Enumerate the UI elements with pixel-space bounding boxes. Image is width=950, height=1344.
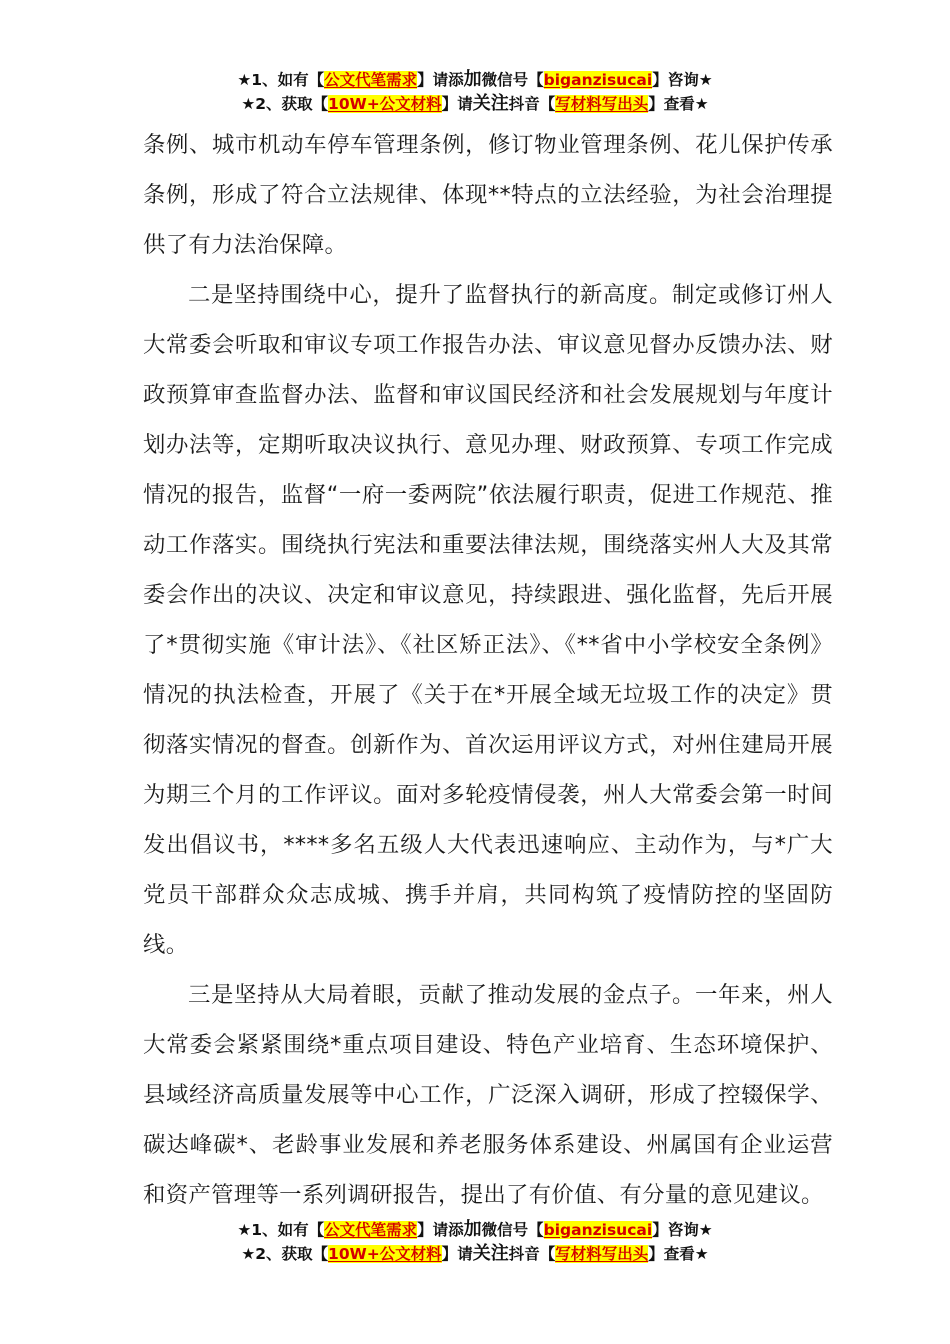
banner-text: 】请添 bbox=[417, 71, 464, 89]
banner-highlight: 公文代笔需求 bbox=[324, 71, 418, 89]
banner-emphasis: 加 bbox=[463, 1219, 482, 1240]
banner-line-1 bbox=[0, 68, 950, 92]
banner-text: 】查看★ bbox=[648, 1245, 709, 1263]
banner-text: 】咨询★ bbox=[652, 1221, 713, 1239]
banner-emphasis: 加 bbox=[463, 69, 482, 90]
banner-text: 】请 bbox=[441, 1245, 473, 1263]
banner-text: 】查看★ bbox=[648, 95, 709, 113]
banner-text: 】咨询★ bbox=[652, 71, 713, 89]
paragraph: 三是坚持从大局着眼，贡献了推动发展的金点子。一年来，州人大常委会紧紧围绕*重点项目建设、特色产业培育、生态环境保护、县域经济高质量发展等中心工作，广泛深入调研，形成了控辍保学、碳达峰碳*、老龄事业发展和养老服务体系建设、州属国有企业运营和资产管理等一系列调研报告，提出了有价值、有分量的意见建议。 bbox=[143, 982, 833, 1208]
banner-text: ★2、获取【 bbox=[241, 1245, 329, 1263]
banner-text: ★1、如有【 bbox=[237, 1221, 325, 1239]
banner-text: 抖音【 bbox=[508, 95, 556, 113]
paragraph: 条例、城市机动车停车管理条例，修订物业管理条例、花儿保护传承条例，形成了符合立法规律、体现**特点的立法经验，为社会治理提供了有力法治保障。 bbox=[143, 132, 833, 258]
banner-line-2 bbox=[0, 92, 950, 116]
header-banner bbox=[0, 68, 950, 116]
banner-highlight: 10W+公文材料 bbox=[328, 1245, 442, 1263]
banner-highlight: 写材料写出头 bbox=[555, 95, 649, 113]
banner-text: 微信号【 bbox=[481, 71, 544, 89]
banner-text: 】请添 bbox=[417, 1221, 464, 1239]
banner-text: ★1、如有【 bbox=[237, 71, 325, 89]
footer-banner bbox=[0, 1218, 950, 1266]
document-body bbox=[143, 120, 833, 1220]
banner-line-1 bbox=[0, 1218, 950, 1242]
banner-line-2 bbox=[0, 1242, 950, 1266]
paragraph: 二是坚持围绕中心，提升了监督执行的新高度。制定或修订州人大常委会听取和审议专项工作报告办法、审议意见督办反馈办法、财政预算审查监督办法、监督和审议国民经济和社会发展规划与年度计划办法等，定期听取决议执行、意见办理、财政预算、专项工作完成情况的报告，监督“一府一委两院”依法履行职责，促进工作规范、推动工作落实。围绕执行宪法和重要法律法规，围绕落实州人大及其常委会作出的决议、决定和审议意见，持续跟进、强化监督，先后开展了*贯彻实施《审计法》、《社区矫正法》、《**省中小学校安全条例》情况的执法检查，开展了《关于在*开展全域无垃圾工作的决定》贯彻落实情况的督查。创新作为、首次运用评议方式，对州住建局开展为期三个月的工作评议。面对多轮疫情侵袭，州人大常委会第一时间发出倡议书，****多名五级人大代表迅速响应、主动作为，与*广大党员干部群众众志成城、携手并肩，共同构筑了疫情防控的坚固防线。 bbox=[143, 282, 833, 958]
banner-text: 微信号【 bbox=[481, 1221, 544, 1239]
banner-text: 】请 bbox=[441, 95, 473, 113]
banner-text: 抖音【 bbox=[508, 1245, 556, 1263]
banner-highlight: 10W+公文材料 bbox=[328, 95, 442, 113]
banner-text: ★2、获取【 bbox=[241, 95, 329, 113]
banner-highlight: biganzisucai bbox=[543, 71, 653, 89]
banner-highlight: 公文代笔需求 bbox=[324, 1221, 418, 1239]
banner-emphasis: 关注 bbox=[472, 93, 509, 114]
banner-emphasis: 关注 bbox=[472, 1243, 509, 1264]
banner-highlight: biganzisucai bbox=[543, 1221, 653, 1239]
banner-highlight: 写材料写出头 bbox=[555, 1245, 649, 1263]
